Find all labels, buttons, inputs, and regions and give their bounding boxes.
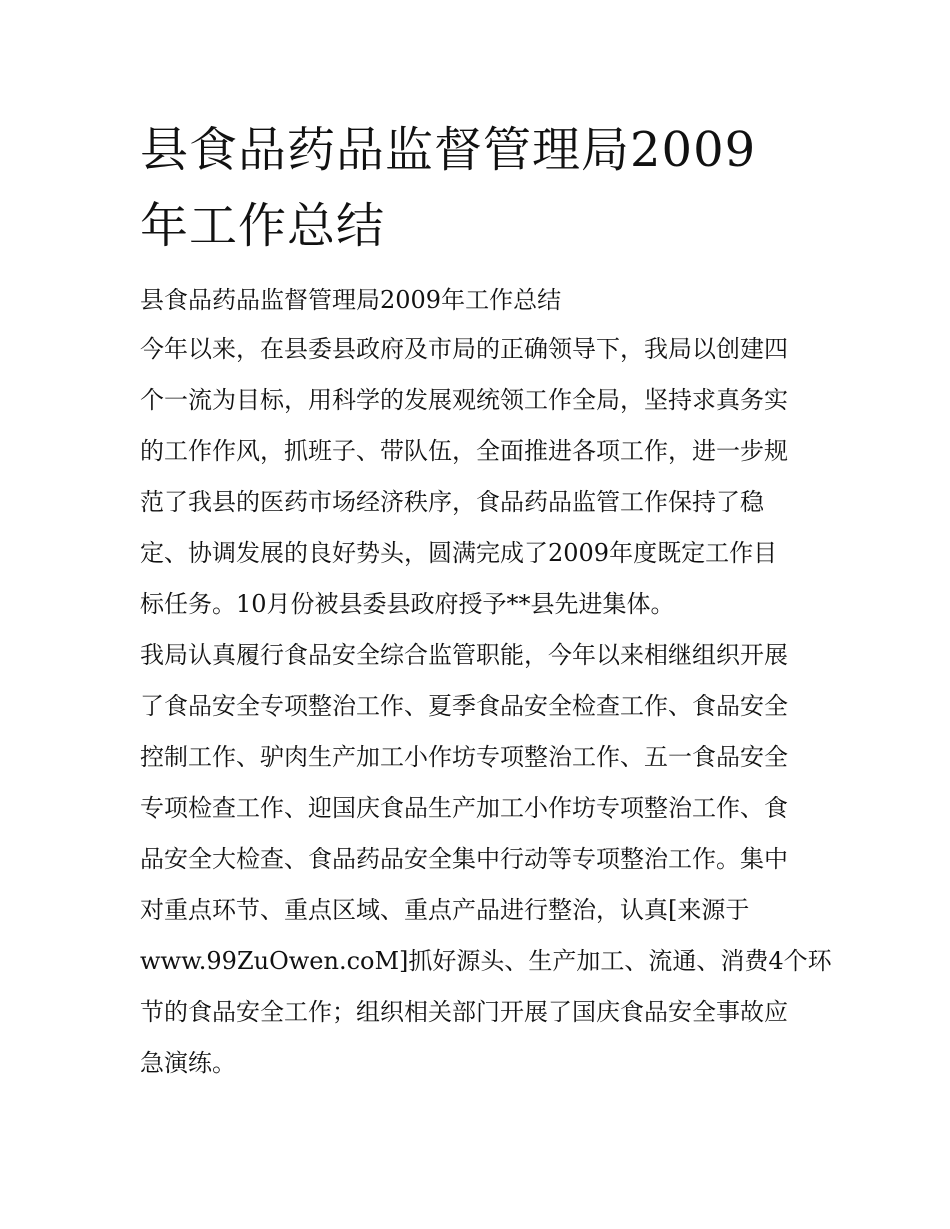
- document-body: [140, 276, 832, 1089]
- paragraph-line: 对重点环节、重点区域、重点产品进行整治，认真[来源于: [140, 896, 750, 924]
- paragraph-line: 定、协调发展的良好势头，圆满完成了2009年度既定工作目: [140, 539, 778, 567]
- paragraph-line: 急演练。: [140, 1049, 236, 1077]
- paragraph-line: 个一流为目标，用科学的发展观统领工作全局，坚持求真务实: [140, 386, 788, 414]
- document-title: [140, 112, 820, 264]
- paragraph-line: 范了我县的医药市场经济秩序，食品药品监管工作保持了稳: [140, 488, 764, 516]
- paragraph-line: 标任务。10月份被县委县政府授予**县先进集体。: [140, 590, 675, 618]
- paragraph-line: 专项检查工作、迎国庆食品生产加工小作坊专项整治工作、食: [140, 794, 788, 822]
- paragraph-line: 的工作作风，抓班子、带队伍，全面推进各项工作，进一步规: [140, 437, 788, 465]
- paragraph-line: 品安全大检查、食品药品安全集中行动等专项整治工作。集中: [140, 845, 788, 873]
- paragraph-line: 节的食品安全工作；组织相关部门开展了国庆食品安全事故应: [140, 998, 788, 1026]
- paragraph-line: 了食品安全专项整治工作、夏季食品安全检查工作、食品安全: [140, 692, 788, 720]
- subtitle-line: 县食品药品监督管理局2009年工作总结: [140, 286, 562, 314]
- paragraph-line: 我局认真履行食品安全综合监管职能，今年以来相继组织开展: [140, 641, 788, 669]
- title-line-2: 年工作总结: [140, 198, 386, 254]
- paragraph-line: 今年以来，在县委县政府及市局的正确领导下，我局以创建四: [140, 335, 788, 363]
- paragraph-line: www.99ZuOwen.coM]抓好源头、生产加工、流通、消费4个环: [140, 947, 832, 975]
- paragraph-line: 控制工作、驴肉生产加工小作坊专项整治工作、五一食品安全: [140, 743, 788, 771]
- title-line-1: 县食品药品监督管理局2009: [140, 122, 757, 178]
